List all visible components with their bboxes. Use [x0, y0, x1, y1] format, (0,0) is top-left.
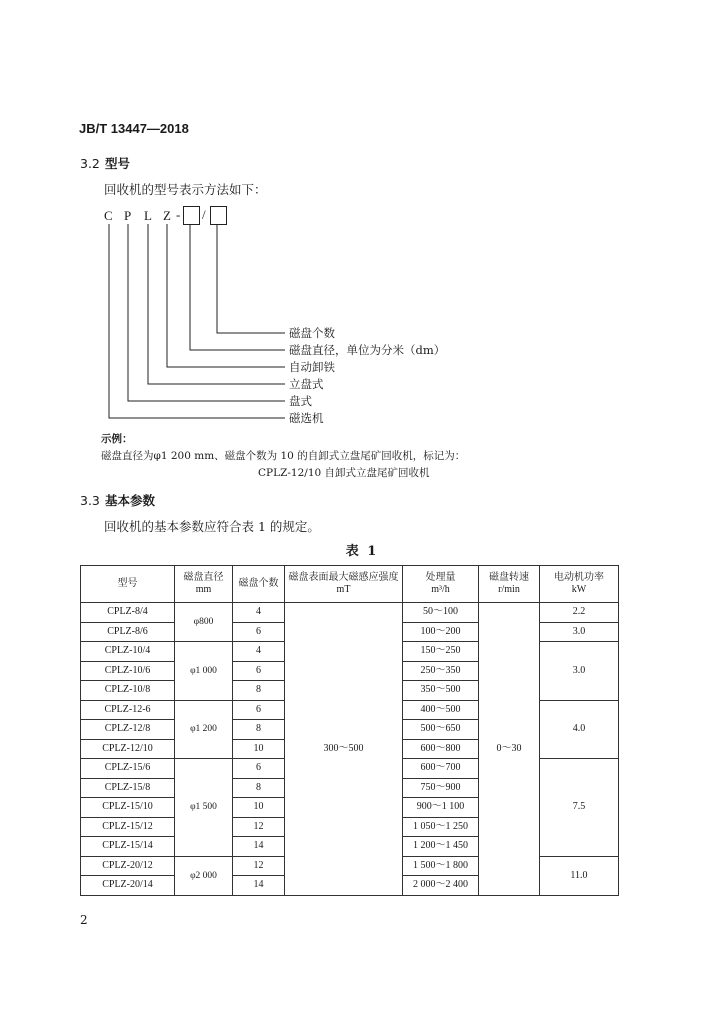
label-auto-discharge: 自动卸铁 [289, 360, 335, 374]
header-capacity [403, 566, 479, 603]
header-capacity-unit: m³/h [431, 584, 450, 595]
model-cell: CPLZ-20/12 [81, 856, 175, 876]
model-cell: CPLZ-15/14 [81, 837, 175, 857]
basic-parameters-table [80, 565, 619, 896]
section-title: 型号 [105, 156, 131, 171]
code-slash: / [202, 207, 206, 222]
section-3-3-text: 回收机的基本参数应符合表 1 的规定。 [104, 519, 320, 534]
count-cell: 8 [233, 681, 285, 701]
model-cell: CPLZ-15/8 [81, 778, 175, 798]
model-cell: CPLZ-10/8 [81, 681, 175, 701]
code-letter-p: P [124, 208, 132, 223]
capacity-cell: 1 500～1 800 [403, 856, 479, 876]
header-power-unit: kW [571, 584, 587, 595]
power-cell: 3.0 [540, 642, 619, 701]
count-cell: 6 [233, 700, 285, 720]
label-vertical-disc: 立盘式 [289, 377, 324, 391]
model-cell: CPLZ-8/6 [81, 622, 175, 642]
model-code-diagram-lines [0, 0, 724, 440]
page-number: 2 [80, 913, 88, 927]
header-capacity-label: 处理量 [425, 572, 456, 583]
count-cell: 14 [233, 876, 285, 896]
document-header: JB/T 13447—2018 [79, 121, 189, 136]
header-count: 磁盘个数 [233, 566, 285, 603]
header-power [540, 566, 619, 603]
count-cell: 4 [233, 603, 285, 623]
header-intensity-unit: mT [336, 584, 351, 595]
diameter-cell: φ800 [175, 603, 233, 642]
count-cell: 12 [233, 817, 285, 837]
model-cell: CPLZ-10/6 [81, 661, 175, 681]
capacity-cell: 500～650 [403, 720, 479, 740]
model-cell: CPLZ-10/4 [81, 642, 175, 662]
table-header-row [81, 566, 619, 603]
model-cell: CPLZ-8/4 [81, 603, 175, 623]
capacity-cell: 900～1 100 [403, 798, 479, 818]
model-cell: CPLZ-20/14 [81, 876, 175, 896]
code-dash: - [176, 207, 181, 222]
example-mark: CPLZ-12/10 自卸式立盘尾矿回收机 [258, 467, 430, 479]
header-speed-label: 磁盘转速 [489, 572, 529, 583]
example-text: 磁盘直径为φ1 200 mm、磁盘个数为 10 的自卸式立盘尾矿回收机，标记为： [101, 450, 466, 462]
header-intensity-label: 磁盘表面最大磁感应强度 [288, 572, 399, 583]
code-letter-c: C [104, 208, 113, 223]
diameter-cell: φ1 000 [175, 642, 233, 701]
section-3-3-heading [80, 491, 155, 509]
power-cell: 4.0 [540, 700, 619, 759]
model-cell: CPLZ-12/8 [81, 720, 175, 740]
count-cell: 8 [233, 720, 285, 740]
model-cell: CPLZ-12/10 [81, 739, 175, 759]
section-number: 3.3 [80, 493, 100, 508]
label-disc-type: 盘式 [289, 394, 312, 408]
capacity-cell: 750～900 [403, 778, 479, 798]
header-speed-unit: r/min [498, 584, 520, 595]
table-row [81, 603, 619, 623]
capacity-cell: 250～350 [403, 661, 479, 681]
power-cell: 3.0 [540, 622, 619, 642]
power-cell: 7.5 [540, 759, 619, 857]
capacity-cell: 150～250 [403, 642, 479, 662]
diameter-cell: φ1 200 [175, 700, 233, 759]
count-cell: 10 [233, 798, 285, 818]
header-model: 型号 [81, 566, 175, 603]
header-power-label: 电动机功率 [554, 572, 604, 583]
table-caption: 表 1 [345, 544, 379, 559]
example-title: 示例： [101, 433, 133, 445]
capacity-cell: 2 000～2 400 [403, 876, 479, 896]
header-speed [479, 566, 540, 603]
label-magnetic-separator: 磁选机 [289, 411, 324, 425]
label-disc-diameter: 磁盘直径，单位为分米（dm） [289, 343, 446, 357]
capacity-cell: 600～700 [403, 759, 479, 779]
header-diameter-label: 磁盘直径 [183, 572, 224, 583]
count-cell: 6 [233, 622, 285, 642]
capacity-cell: 350～500 [403, 681, 479, 701]
capacity-cell: 1 200～1 450 [403, 837, 479, 857]
model-cell: CPLZ-15/6 [81, 759, 175, 779]
count-cell: 6 [233, 759, 285, 779]
capacity-cell: 400～500 [403, 700, 479, 720]
model-cell: CPLZ-15/12 [81, 817, 175, 837]
count-cell: 8 [233, 778, 285, 798]
header-diameter-unit: mm [195, 584, 212, 595]
label-disc-count: 磁盘个数 [289, 326, 335, 340]
code-letter-z: Z [163, 208, 171, 223]
section-number: 3.2 [80, 156, 100, 171]
count-cell: 6 [233, 661, 285, 681]
power-cell: 11.0 [540, 856, 619, 895]
header-diameter [175, 566, 233, 603]
speed-cell: 0～30 [479, 603, 540, 896]
diameter-cell: φ2 000 [175, 856, 233, 895]
model-cell: CPLZ-15/10 [81, 798, 175, 818]
model-cell: CPLZ-12-6 [81, 700, 175, 720]
capacity-cell: 1 050～1 250 [403, 817, 479, 837]
power-cell: 2.2 [540, 603, 619, 623]
section-title: 基本参数 [105, 493, 156, 508]
diameter-cell: φ1 500 [175, 759, 233, 857]
header-intensity [285, 566, 403, 603]
count-cell: 4 [233, 642, 285, 662]
intensity-cell: 300～500 [285, 603, 403, 896]
count-cell: 12 [233, 856, 285, 876]
intro-paragraph: 回收机的型号表示方法如下： [104, 182, 267, 197]
capacity-cell: 50～100 [403, 603, 479, 623]
code-letter-l: L [144, 208, 152, 223]
capacity-cell: 100～200 [403, 622, 479, 642]
count-cell: 10 [233, 739, 285, 759]
capacity-cell: 600～800 [403, 739, 479, 759]
count-cell: 14 [233, 837, 285, 857]
